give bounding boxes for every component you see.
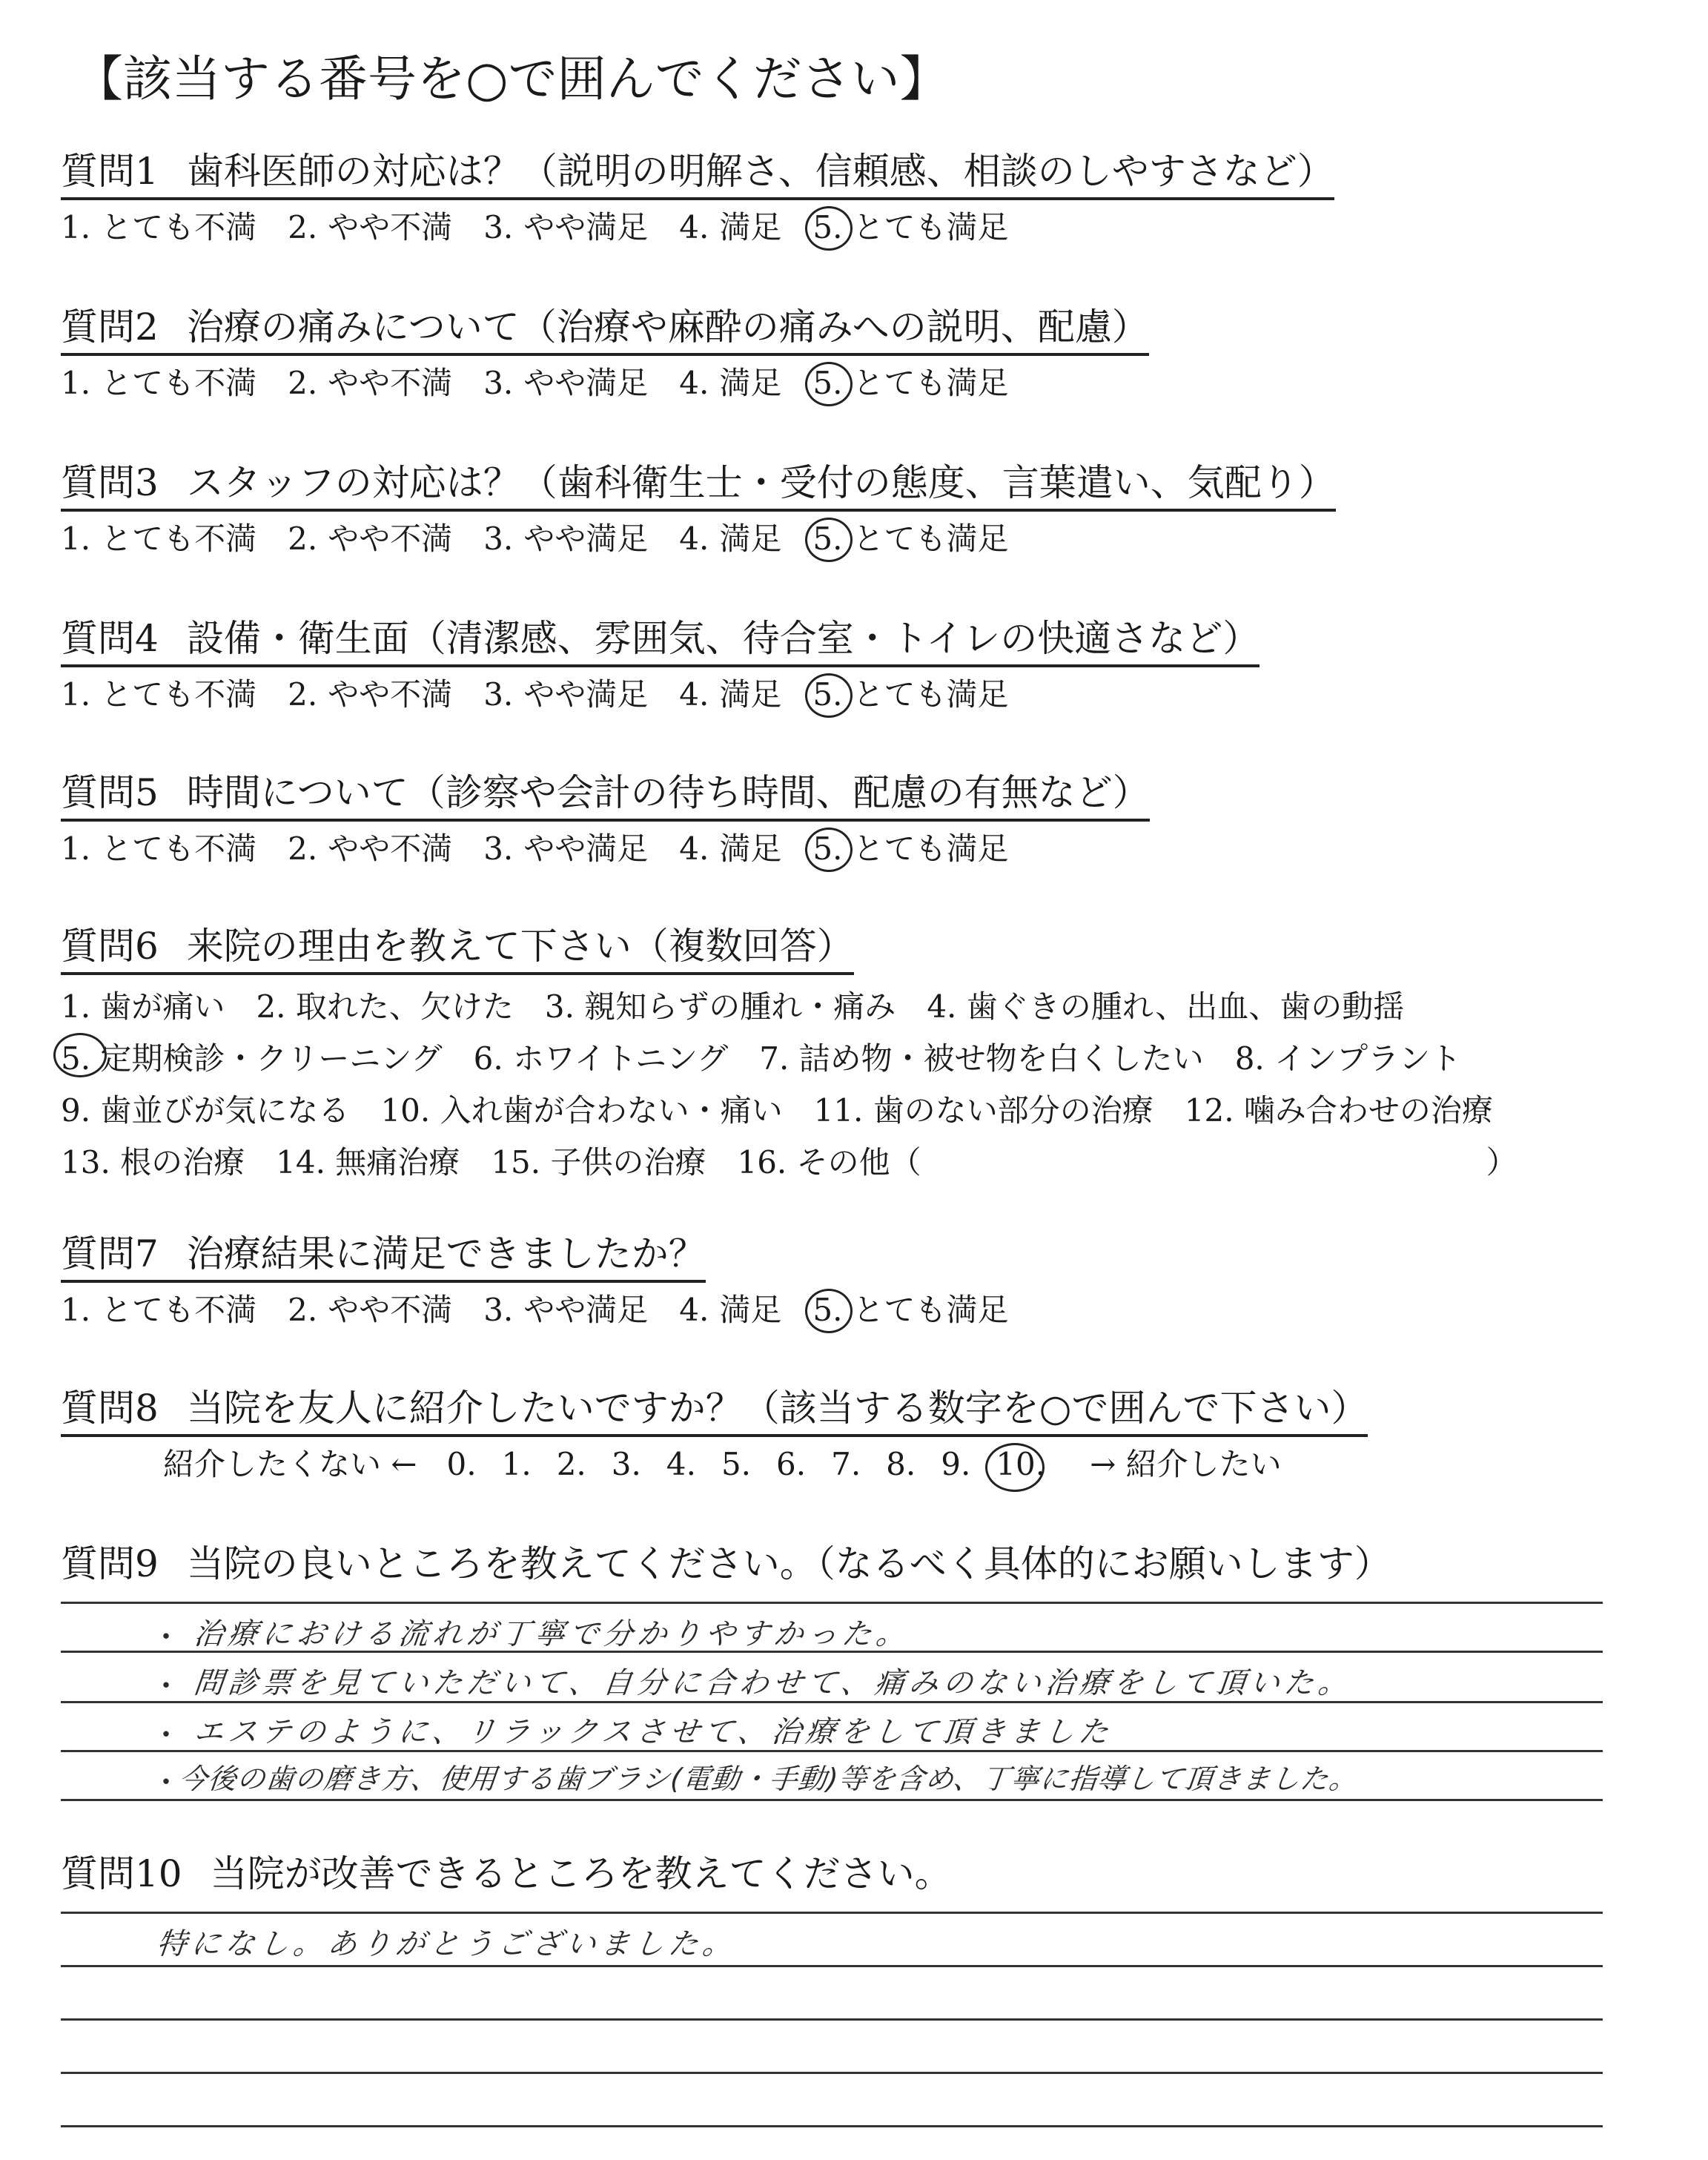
handwritten-answer-3: エステのように、リラックスさせて、治療をして頂きました (192, 1715, 1115, 1749)
question-4-options (61, 673, 1260, 716)
option-2[interactable]: 2. やや不満 (288, 521, 453, 557)
question-8-title: 質問8 当院を友人に紹介したいですか？（該当する数字を○で囲んで下さい） (61, 1385, 1368, 1437)
scale-8[interactable]: 8. (886, 1446, 916, 1482)
question-3-options (61, 518, 1336, 561)
option-4[interactable]: 4. 満足 (679, 209, 782, 245)
reason-4[interactable]: 4. 歯ぐきの腫れ、出血、歯の動揺 (927, 988, 1405, 1025)
answer-line (61, 1912, 1603, 1914)
bullet: ・ (151, 1620, 181, 1654)
question-1 (61, 148, 1334, 249)
reason-1[interactable]: 1. 歯が痛い (61, 988, 225, 1025)
question-9-title: 質問9 当院の良いところを教えてください。（なるべく具体的にお願いします） (61, 1542, 1391, 1585)
option-5[interactable]: 5. とても満足 (812, 518, 1008, 561)
option-3[interactable]: 3. やや満足 (483, 676, 649, 713)
question-8 (61, 1385, 1368, 1487)
option-2[interactable]: 2. やや不満 (288, 676, 453, 713)
reason-10[interactable]: 10. 入れ歯が合わない・痛い (380, 1092, 783, 1129)
reason-row-2 (61, 1033, 1549, 1085)
question-7 (61, 1231, 1039, 1332)
option-2[interactable]: 2. やや不満 (288, 365, 453, 401)
question-7-title: 質問7 治療結果に満足できましたか？ (61, 1231, 706, 1283)
option-4[interactable]: 4. 満足 (679, 521, 782, 557)
answer-line (61, 2072, 1603, 2074)
scale-10[interactable]: 10. (996, 1441, 1045, 1487)
handwritten-answer-1: 特になし。ありがとうございました。 (155, 1927, 739, 1961)
question-3-title: 質問3 スタッフの対応は？（歯科衛生士・受付の態度、言葉遣い、気配り） (61, 460, 1336, 512)
option-4[interactable]: 4. 満足 (679, 1292, 782, 1328)
answer-line (61, 2125, 1603, 2127)
reason-14[interactable]: 14. 無痛治療 (276, 1144, 460, 1180)
handwritten-answer-2: 問診票を見ていただいて、自分に合わせて、痛みのない治療をして頂いた。 (192, 1666, 1354, 1700)
question-6-options (61, 981, 1549, 1189)
answer-line (61, 1602, 1603, 1604)
option-3[interactable]: 3. やや満足 (483, 830, 649, 867)
reason-row-1 (61, 981, 1549, 1033)
option-3[interactable]: 3. やや満足 (483, 209, 649, 245)
scale-3[interactable]: 3. (611, 1446, 641, 1482)
option-1[interactable]: 1. とても不満 (61, 676, 257, 713)
scale-left-label: 紹介したくない ← (163, 1446, 417, 1482)
reason-row-3 (61, 1085, 1549, 1137)
question-5-options (61, 828, 1150, 871)
answer-line (61, 1965, 1603, 1967)
question-6-title: 質問6 来院の理由を教えて下さい（複数回答） (61, 923, 854, 975)
option-5[interactable]: 5. とても満足 (812, 673, 1008, 716)
bullet: ・ (151, 1766, 181, 1800)
bullet: ・ (151, 1718, 181, 1752)
q10-answer-area[interactable] (61, 1912, 1603, 2134)
scale-4[interactable]: 4. (666, 1446, 696, 1482)
reason-16-close: ） (1486, 1144, 1517, 1180)
question-5-title: 質問5 時間について（診察や会計の待ち時間、配慮の有無など） (61, 770, 1150, 822)
option-2[interactable]: 2. やや不満 (288, 209, 453, 245)
question-6 (61, 923, 1549, 1189)
question-10-title: 質問10 当院が改善できるところを教えてください。 (61, 1852, 952, 1895)
option-1[interactable]: 1. とても不満 (61, 209, 257, 245)
question-1-options (61, 206, 1334, 249)
option-5[interactable]: 5. とても満足 (812, 1289, 1008, 1332)
reason-row-4 (61, 1137, 1549, 1189)
question-2 (61, 304, 1149, 405)
reason-9[interactable]: 9. 歯並びが気になる (61, 1092, 350, 1129)
option-4[interactable]: 4. 満足 (679, 676, 782, 713)
question-3 (61, 460, 1336, 561)
option-4[interactable]: 4. 満足 (679, 830, 782, 867)
recommend-scale (163, 1441, 1368, 1487)
reason-13[interactable]: 13. 根の治療 (61, 1144, 245, 1180)
handwritten-answer-4: 今後の歯の磨き方、使用する歯ブラシ(電動・手動)等を含め、丁寧に指導して頂きました。 (177, 1763, 1360, 1795)
scale-right-label: → 紹介したい (1090, 1446, 1282, 1482)
reason-7[interactable]: 7. 詰め物・被せ物を白くしたい (759, 1040, 1204, 1077)
reason-8[interactable]: 8. インプラント (1234, 1040, 1462, 1077)
scale-6[interactable]: 6. (776, 1446, 807, 1482)
option-1[interactable]: 1. とても不満 (61, 365, 257, 401)
scale-5[interactable]: 5. (721, 1446, 752, 1482)
reason-2[interactable]: 2. 取れた、欠けた (256, 988, 514, 1025)
question-9 (61, 1541, 1391, 1590)
reason-3[interactable]: 3. 親知らずの腫れ・痛み (544, 988, 896, 1025)
scale-0[interactable]: 0. (446, 1446, 477, 1482)
option-1[interactable]: 1. とても不満 (61, 521, 257, 557)
reason-5[interactable]: 5. 定期検診・クリーニング (61, 1033, 443, 1085)
option-5[interactable]: 5. とても満足 (812, 828, 1008, 871)
scale-2[interactable]: 2. (556, 1446, 586, 1482)
page-title: 【該当する番号を○で囲んでください】 (74, 50, 949, 108)
scale-1[interactable]: 1. (501, 1446, 532, 1482)
bullet: ・ (151, 1669, 181, 1703)
reason-11[interactable]: 11. 歯のない部分の治療 (813, 1092, 1153, 1129)
reason-6[interactable]: 6. ホワイトニング (473, 1040, 729, 1077)
reason-12[interactable]: 12. 噛み合わせの治療 (1184, 1092, 1493, 1129)
question-10 (61, 1851, 952, 1900)
scale-7[interactable]: 7. (831, 1446, 861, 1482)
answer-line (61, 2018, 1603, 2021)
question-4-title: 質問4 設備・衛生面（清潔感、雰囲気、待合室・トイレの快適さなど） (61, 615, 1260, 667)
handwritten-answer-1: 治療における流れが丁寧で分かりやすかった。 (192, 1617, 913, 1651)
answer-line (61, 1799, 1603, 1801)
reason-16[interactable]: 16. その他（ (737, 1144, 921, 1180)
option-1[interactable]: 1. とても不満 (61, 830, 257, 867)
scale-9[interactable]: 9. (941, 1446, 971, 1482)
q9-answer-area[interactable] (61, 1602, 1603, 1824)
question-4 (61, 615, 1260, 716)
reason-15[interactable]: 15. 子供の治療 (491, 1144, 706, 1180)
question-2-options (61, 362, 1149, 405)
option-2[interactable]: 2. やや不満 (288, 830, 453, 867)
option-3[interactable]: 3. やや満足 (483, 521, 649, 557)
option-5[interactable]: 5. とても満足 (812, 206, 1008, 249)
option-1[interactable]: 1. とても不満 (61, 1292, 257, 1328)
option-2[interactable]: 2. やや不満 (288, 1292, 453, 1328)
question-5 (61, 770, 1150, 871)
option-3[interactable]: 3. やや満足 (483, 1292, 649, 1328)
option-3[interactable]: 3. やや満足 (483, 365, 649, 401)
question-2-title: 質問2 治療の痛みについて（治療や麻酔の痛みへの説明、配慮） (61, 304, 1149, 356)
option-4[interactable]: 4. 満足 (679, 365, 782, 401)
question-7-options (61, 1289, 1039, 1332)
question-1-title: 質問1 歯科医師の対応は？（説明の明解さ、信頼感、相談のしやすさなど） (61, 148, 1334, 200)
option-5[interactable]: 5. とても満足 (812, 362, 1008, 405)
